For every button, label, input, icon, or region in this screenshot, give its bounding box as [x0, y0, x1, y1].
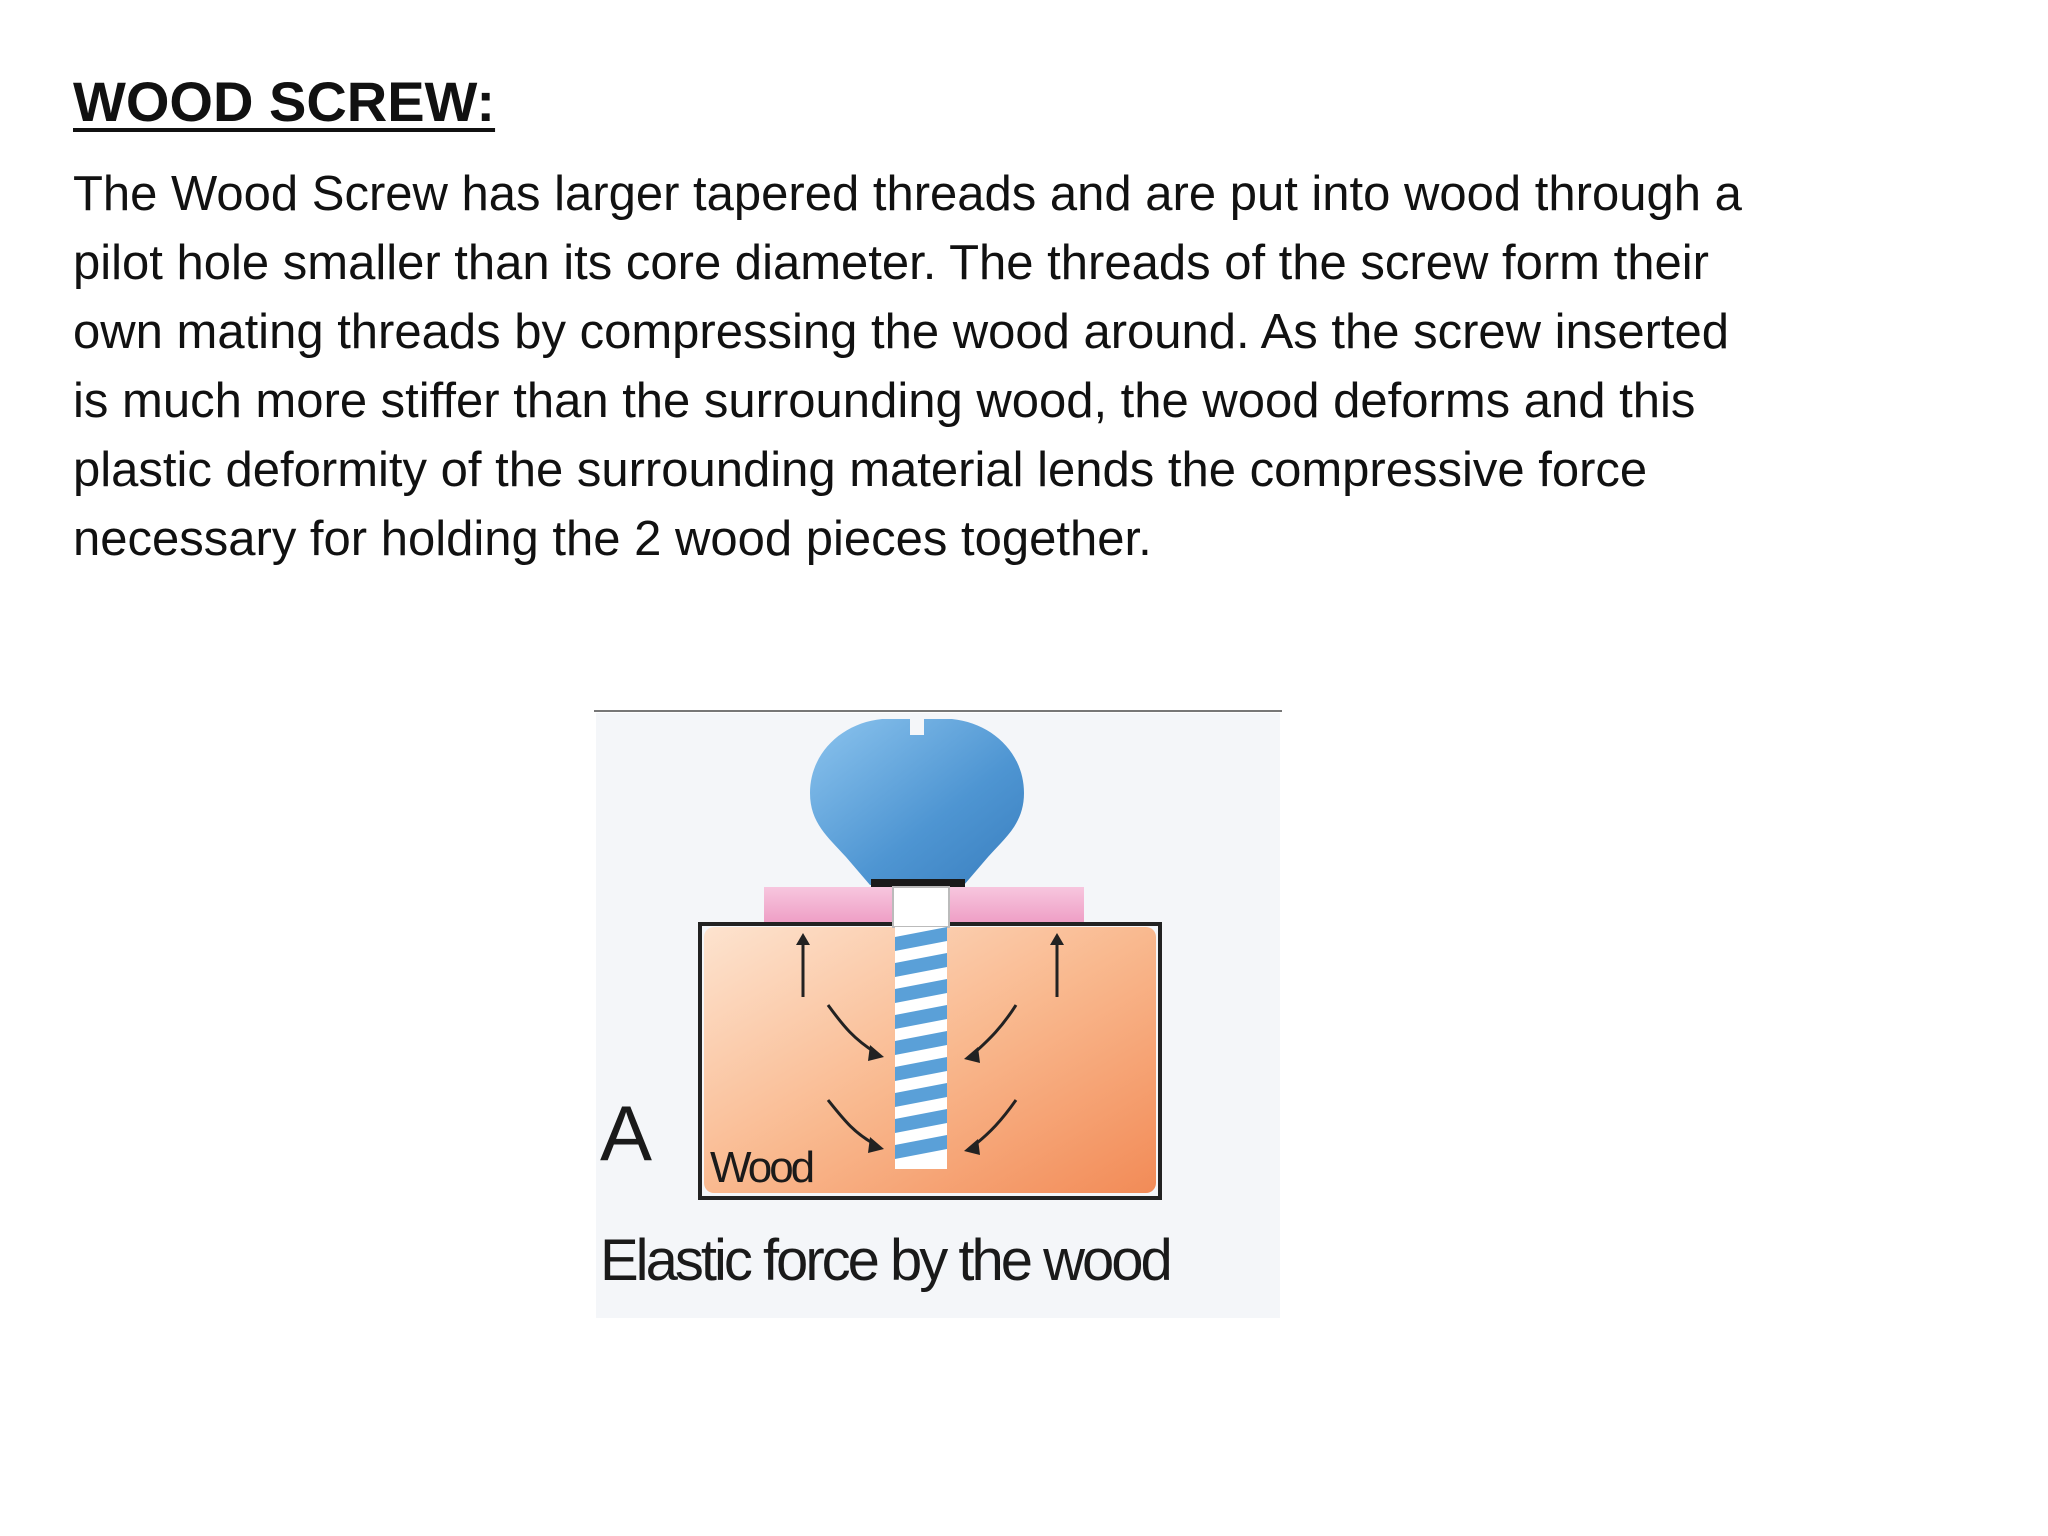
figure-caption: Elastic force by the wood — [600, 1228, 1170, 1293]
screw-threads — [895, 927, 947, 1159]
slide-body-text: The Wood Screw has larger tapered threads and are put into wood through a pilot hole smaller than its core diameter. The threads of the screw form their own mating threads by compressing the wood around. As the screw inserted is much more stiffer than the surrounding wood, the wood deforms and this plastic deformity of the surrounding material lends the compressive force necessary for holding the 2 wood pieces together. — [73, 167, 1742, 566]
screw-neck — [871, 879, 965, 887]
wood-screw-figure — [592, 705, 1284, 1322]
slide-title: WOOD SCREW: — [73, 70, 496, 133]
panel-label: A — [600, 1089, 653, 1177]
screw-shank — [893, 887, 949, 927]
wood-label: Wood — [710, 1143, 813, 1192]
